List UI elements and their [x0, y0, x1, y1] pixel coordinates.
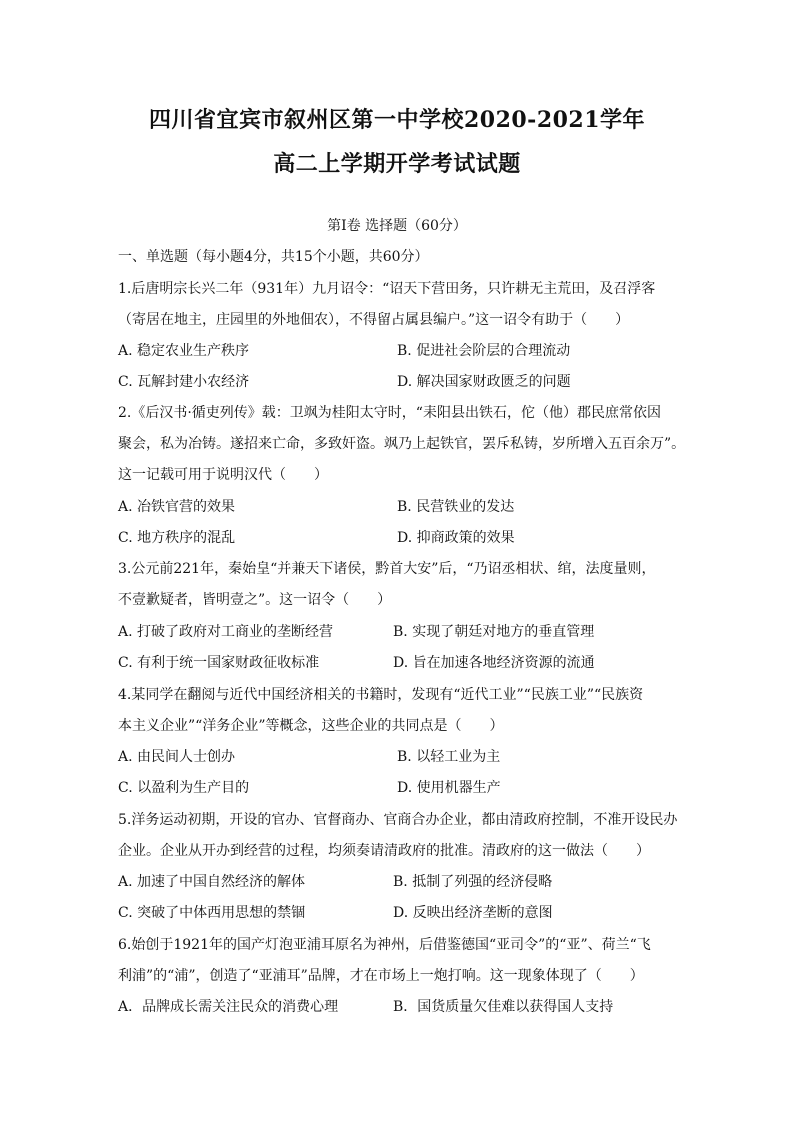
q2-option-d: D. 抑商政策的效果	[397, 530, 515, 546]
q3-option-a: A. 打破了政府对工商业的垄断经营	[118, 624, 334, 640]
q4-option-a: A. 由民间人士创办	[118, 749, 236, 765]
q1-option-d: D. 解决国家财政匮乏的问题	[397, 374, 571, 390]
q2-option-c: C. 地方秩序的混乱	[118, 530, 236, 546]
q4-option-c: C. 以盈利为生产目的	[118, 780, 250, 796]
q6-stem-line2: 利浦”的“浦”，创造了“亚浦耳”品牌，才在市场上一炮打响。这一现象体现了（ ）	[118, 968, 644, 984]
q6-stem-line1: 6.始创于1921年的国产灯泡亚浦耳原名为神州，后借鉴德国“亚司令”的“亚”、荷兰“飞	[118, 937, 651, 953]
q1-option-a: A. 稳定农业生产秩序	[118, 343, 250, 359]
q3-option-c: C. 有利于统一国家财政征收标准	[118, 655, 320, 671]
q5-option-c: C. 突破了中体西用思想的禁锢	[118, 905, 306, 921]
q1-option-c: C. 瓦解封建小农经济	[118, 374, 250, 390]
q2-option-b: B. 民营铁业的发达	[397, 499, 515, 515]
q3-stem-line2: 不壹歉疑者，皆明壹之”。这一诏令（ ）	[118, 592, 392, 608]
exam-title-line1: 四川省宜宾市叙州区第一中学校2020-2021学年	[148, 107, 646, 133]
q4-stem-line1: 4.某同学在翻阅与近代中国经济相关的书籍时，发现有“近代工业”“民族工业”“民族资	[118, 687, 644, 703]
part-heading: 一、单选题（每小题4分，共15个小题，共60分）	[118, 249, 429, 265]
exam-title-line2: 高二上学期开学考试试题	[273, 151, 521, 177]
q5-option-d: D. 反映出经济垄断的意图	[393, 905, 553, 921]
q3-option-b: B. 实现了朝廷对地方的垂直管理	[393, 624, 595, 640]
q2-stem-line2: 聚会，私为冶铸。遂招来亡命，多致奸盗。飒乃上起铁官，罢斥私铸，岁所增入五百余万”。	[118, 436, 686, 452]
q5-option-b: B. 抵制了列强的经济侵略	[393, 874, 553, 890]
q5-stem-line1: 5.洋务运动初期，开设的官办、官督商办、官商合办企业，都由清政府控制，不准开设民办	[118, 812, 678, 828]
q4-stem-line2: 本主义企业”“洋务企业”等概念，这些企业的共同点是（ ）	[118, 718, 504, 734]
q3-option-d: D. 旨在加速各地经济资源的流通	[393, 655, 595, 671]
q6-option-b: B．国货质量欠佳难以获得国人支持	[393, 999, 614, 1015]
q4-option-d: D. 使用机器生产	[397, 780, 501, 796]
q1-option-b: B. 促进社会阶层的合理流动	[397, 343, 571, 359]
q2-option-a: A. 冶铁官营的效果	[118, 499, 236, 515]
q1-stem-line1: 1.后唐明宗长兴二年（931年）九月诏令：“诏天下营田务，只许耕无主荒田，及召浮客	[118, 281, 656, 297]
q3-stem-line1: 3.公元前221年，秦始皇“并兼天下诸侯，黔首大安”后，“乃诏丞相状、绾，法度量则，	[118, 561, 656, 577]
q5-option-a: A. 加速了中国自然经济的解体	[118, 874, 306, 890]
q2-stem-line3: 这一记载可用于说明汉代（ ）	[118, 467, 328, 483]
q5-stem-line2: 企业。企业从开办到经营的过程，均须奏请清政府的批准。清政府的这一做法（ ）	[118, 843, 650, 859]
section-header: 第I卷 选择题（60分）	[327, 218, 467, 234]
q4-option-b: B. 以轻工业为主	[397, 749, 501, 765]
q2-stem-line1: 2.《后汉书·循吏列传》载：卫飒为桂阳太守时，“耒阳县出铁石，佗（他）郡民庶常依因	[118, 405, 661, 421]
q6-option-a: A．品牌成长需关注民众的消费心理	[118, 999, 339, 1015]
q1-stem-line2: （寄居在地主，庄园里的外地佃农），不得留占属县编户。”这一诏令有助于（ ）	[118, 312, 630, 328]
